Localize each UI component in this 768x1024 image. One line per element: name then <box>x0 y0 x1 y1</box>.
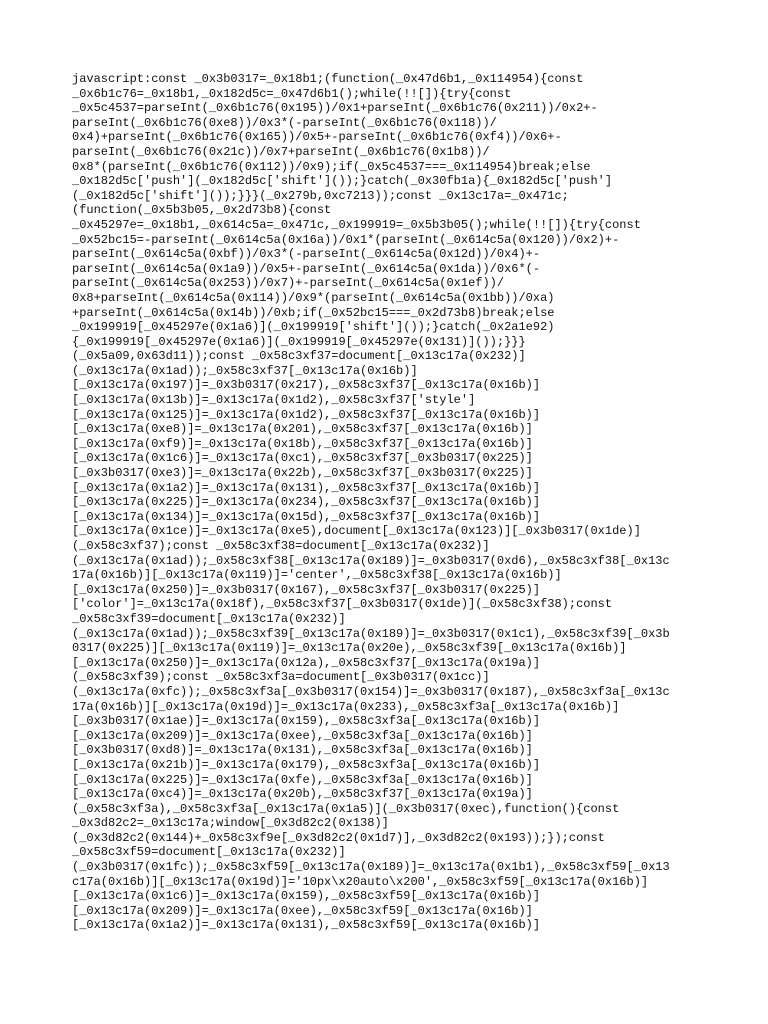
code-line: +parseInt(_0x614c5a(0x14b))/0xb;if(_0x52bc15===_0x2d73b8)break;else <box>72 305 555 320</box>
code-line: javascript:const _0x3b0317=_0x18b1;(function(_0x47d6b1,_0x114954){const <box>72 72 584 86</box>
code-line: [_0x3b0317(0x1ae)]=_0x13c17a(0x159),_0x58c3xf3a[_0x13c17a(0x16b)] <box>72 714 541 729</box>
code-line: _0x3d82c2=_0x13c17a;window[_0x3d82c2(0x138)] <box>72 816 389 831</box>
code-line: (_0x13c17a(0x1ad));_0x58c3xf39[_0x13c17a(0x189)]=_0x3b0317(0x1c1),_0x58c3xf39[_0x3b <box>72 626 670 641</box>
code-line: _0x6b1c76=_0x18b1,_0x182d5c=_0x47d6b1();while(!![]){try{const <box>72 86 512 101</box>
code-line: parseInt(_0x614c5a(0xbf))/0x3*(-parseInt(_0x614c5a(0x12d))/0x4)+- <box>72 247 541 262</box>
code-line: (_0x58c3xf3a),_0x58c3xf3a[_0x13c17a(0x1a5)](_0x3b0317(0xec),function(){const <box>72 801 620 816</box>
code-line: [_0x13c17a(0x125)]=_0x13c17a(0x1d2),_0x58c3xf37[_0x13c17a(0x16b)] <box>72 407 541 422</box>
code-line: [_0x13c17a(0x21b)]=_0x13c17a(0x179),_0x58c3xf3a[_0x13c17a(0x16b)] <box>72 757 541 772</box>
code-line: _0x58c3xf39=document[_0x13c17a(0x232)] <box>72 611 346 626</box>
code-line: [_0x13c17a(0xe8)]=_0x13c17a(0x201),_0x58c3xf37[_0x13c17a(0x16b)] <box>72 422 533 437</box>
code-line: (_0x182d5c['shift']());}}}(_0x279b,0xc7213));const _0x13c17a=_0x471c; <box>72 188 569 203</box>
code-line: parseInt(_0x614c5a(0x253))/0x7)+-parseInt(_0x614c5a(0x1ef))/ <box>72 276 505 291</box>
code-line: 17a(0x16b)][_0x13c17a(0x119)]='center',_0x58c3xf38[_0x13c17a(0x16b)] <box>72 568 562 583</box>
code-line: (_0x58c3xf37);const _0x58c3xf38=document[_0x13c17a(0x232)] <box>72 539 490 553</box>
code-line: 0x4)+parseInt(_0x6b1c76(0x165))/0x5+-parseInt(_0x6b1c76(0xf4))/0x6+- <box>72 130 562 145</box>
code-line: [_0x13c17a(0x134)]=_0x13c17a(0x15d),_0x58c3xf37[_0x13c17a(0x16b)] <box>72 509 541 524</box>
code-line: [_0x13c17a(0x1a2)]=_0x13c17a(0x131),_0x58c3xf59[_0x13c17a(0x16b)] <box>72 918 541 933</box>
code-line: (function(_0x5b3b05,_0x2d73b8){const <box>72 203 332 218</box>
code-line: [_0x13c17a(0x209)]=_0x13c17a(0xee),_0x58c3xf3a[_0x13c17a(0x16b)] <box>72 728 533 743</box>
code-line: _0x199919[_0x45297e(0x1a6)](_0x199919['shift']());}catch(_0x2a1e92) <box>72 320 555 335</box>
code-line: [_0x13c17a(0x209)]=_0x13c17a(0xee),_0x58c3xf59[_0x13c17a(0x16b)] <box>72 903 533 918</box>
code-line: [_0x13c17a(0x250)]=_0x3b0317(0x167),_0x58c3xf37[_0x3b0317(0x225)] <box>72 582 541 597</box>
code-line: {_0x199919[_0x45297e(0x1a6)](_0x199919[_0x45297e(0x131)]());}}} <box>72 334 526 349</box>
code-line: (_0x13c17a(0xfc));_0x58c3xf3a[_0x3b0317(0x154)]=_0x3b0317(0x187),_0x58c3xf3a[_0x13c <box>72 684 670 699</box>
code-line: [_0x13c17a(0x197)]=_0x3b0317(0x217),_0x58c3xf37[_0x13c17a(0x16b)] <box>72 378 541 393</box>
code-block <box>72 72 712 933</box>
code-line: [_0x13c17a(0x1ce)]=_0x13c17a(0xe5),document[_0x13c17a(0x123)][_0x3b0317(0x1de)] <box>72 524 641 539</box>
code-line: 0x8*(parseInt(_0x6b1c76(0x112))/0x9);if(_0x5c4537===_0x114954)break;else <box>72 159 591 174</box>
code-line: [_0x13c17a(0x13b)]=_0x13c17a(0x1d2),_0x58c3xf37['style'] <box>72 393 476 408</box>
code-line: _0x52bc15=-parseInt(_0x614c5a(0x16a))/0x1*(parseInt(_0x614c5a(0x120))/0x2)+- <box>72 232 620 247</box>
code-line: (_0x13c17a(0x1ad));_0x58c3xf37[_0x13c17a(0x16b)] <box>72 363 418 378</box>
code-line: parseInt(_0x6b1c76(0xe8))/0x3*(-parseInt(_0x6b1c76(0x118))/ <box>72 115 497 130</box>
code-line: [_0x13c17a(0x250)]=_0x13c17a(0x12a),_0x58c3xf37[_0x13c17a(0x19a)] <box>72 655 541 670</box>
code-line: [_0x13c17a(0x1c6)]=_0x13c17a(0xc1),_0x58c3xf37[_0x3b0317(0x225)] <box>72 451 533 466</box>
code-line: (_0x3b0317(0x1fc));_0x58c3xf59[_0x13c17a(0x189)]=_0x13c17a(0x1b1),_0x58c3xf59[_0x13 <box>72 860 670 875</box>
code-line: [_0x13c17a(0x1a2)]=_0x13c17a(0x131),_0x58c3xf37[_0x13c17a(0x16b)] <box>72 480 541 495</box>
code-line: (_0x5a09,0x63d11));const _0x58c3xf37=document[_0x13c17a(0x232)] <box>72 349 526 364</box>
code-line: (_0x58c3xf39);const _0x58c3xf3a=document[_0x3b0317(0x1cc)] <box>72 670 490 685</box>
code-line: [_0x13c17a(0xc4)]=_0x13c17a(0x20b),_0x58c3xf37[_0x13c17a(0x19a)] <box>72 787 533 802</box>
code-line: [_0x13c17a(0xf9)]=_0x13c17a(0x18b),_0x58c3xf37[_0x13c17a(0x16b)] <box>72 436 533 451</box>
code-line: _0x182d5c['push'](_0x182d5c['shift']());}catch(_0x30fb1a){_0x182d5c['push'] <box>72 174 613 189</box>
code-line: [_0x3b0317(0xe3)]=_0x13c17a(0x22b),_0x58c3xf37[_0x3b0317(0x225)] <box>72 466 533 481</box>
code-line: c17a(0x16b)][_0x13c17a(0x19d)]='10px\x20auto\x200',_0x58c3xf59[_0x13c17a(0x16b)] <box>72 874 649 889</box>
code-line: (_0x13c17a(0x1ad));_0x58c3xf38[_0x13c17a(0x189)]=_0x3b0317(0xd6),_0x58c3xf38[_0x13c <box>72 553 670 568</box>
code-line: [_0x13c17a(0x1c6)]=_0x13c17a(0x159),_0x58c3xf59[_0x13c17a(0x16b)] <box>72 889 541 904</box>
code-line: 0x8+parseInt(_0x614c5a(0x114))/0x9*(parseInt(_0x614c5a(0x1bb))/0xa) <box>72 290 555 305</box>
code-line: 0317(0x225)][_0x13c17a(0x119)]=_0x13c17a(0x20e),_0x58c3xf39[_0x13c17a(0x16b)] <box>72 641 627 656</box>
code-line: (_0x3d82c2(0x144)+_0x58c3xf9e[_0x3d82c2(0x1d7)],_0x3d82c2(0x193));});const <box>72 830 605 845</box>
code-line: _0x58c3xf59=document[_0x13c17a(0x232)] <box>72 845 346 860</box>
code-line: _0x5c4537=parseInt(_0x6b1c76(0x195))/0x1+parseInt(_0x6b1c76(0x211))/0x2+- <box>72 101 598 116</box>
code-line: parseInt(_0x6b1c76(0x21c))/0x7+parseInt(_0x6b1c76(0x1b8))/ <box>72 144 490 159</box>
code-line: [_0x3b0317(0xd8)]=_0x13c17a(0x131),_0x58c3xf3a[_0x13c17a(0x16b)] <box>72 743 533 758</box>
code-line: [_0x13c17a(0x225)]=_0x13c17a(0xfe),_0x58c3xf3a[_0x13c17a(0x16b)] <box>72 772 533 787</box>
code-line: _0x45297e=_0x18b1,_0x614c5a=_0x471c,_0x199919=_0x5b3b05();while(!![]){try{const <box>72 217 641 232</box>
code-line: ['color']=_0x13c17a(0x18f),_0x58c3xf37[_0x3b0317(0x1de)](_0x58c3xf38);const <box>72 597 613 612</box>
code-line: parseInt(_0x614c5a(0x1a9))/0x5+-parseInt(_0x614c5a(0x1da))/0x6*(- <box>72 261 541 276</box>
code-line: 17a(0x16b)][_0x13c17a(0x19d)]=_0x13c17a(0x233),_0x58c3xf3a[_0x13c17a(0x16b)] <box>72 699 620 714</box>
code-line: [_0x13c17a(0x225)]=_0x13c17a(0x234),_0x58c3xf37[_0x13c17a(0x16b)] <box>72 495 541 510</box>
